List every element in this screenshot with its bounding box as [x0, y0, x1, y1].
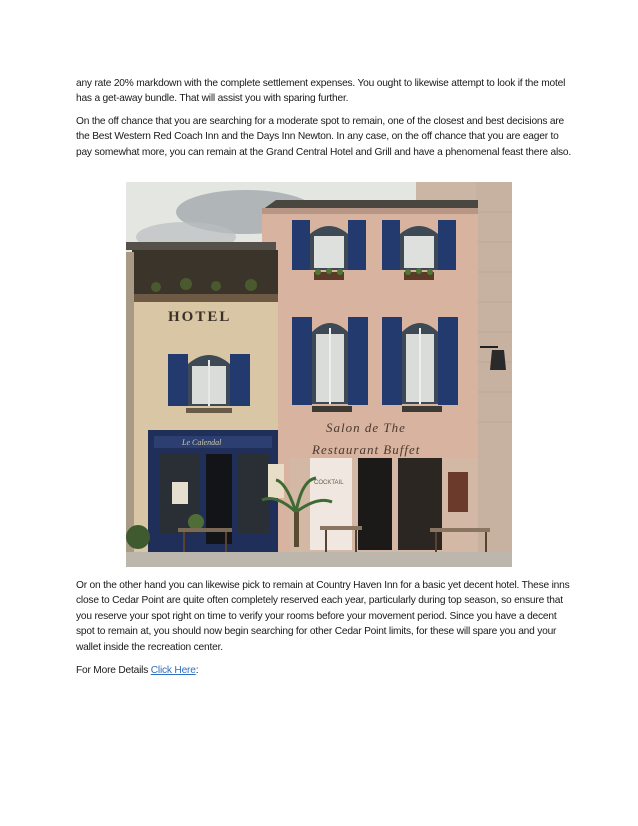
paragraph-intro: any rate 20% markdown with the complete settlement expenses. You ought to likewise attempt to look if the motel has a get-away bundle. That will assist you with sparing further. [76, 78, 566, 105]
paragraph-hotel-choices: On the off chance that you are searching for a moderate spot to remain, one of the closest and best decisions are the Best Western Red Coach Inn and the Days Inn Newton. In any case, on the off chance that you are eager to pay somewhat more, you can remain at the Grand Central Hotel and Grill and have a phenomenal feast there also. [76, 116, 572, 158]
shop-sign: Le Calendal [182, 438, 222, 447]
more-details-suffix: : [195, 665, 199, 676]
more-details-prefix: For More Details [76, 665, 151, 676]
hotel-photo [126, 182, 512, 567]
click-here-link[interactable]: Click Here [150, 665, 196, 676]
hotel-sign: HOTEL [168, 309, 232, 325]
paragraph-country-haven: Or on the other hand you can likewise pick to remain at Country Haven Inn for a basic yet decent hotel. These inns close to Cedar Point are quite often completely reserved each year, particularly during top season, so ensure that you reserve your spot right on time to verify your rooms before your movement period. Since you have a decent spot to remain at, you should now begin searching for other Cedar Point limits, for these will spare you and your wallet inside the recreation center. [76, 580, 570, 653]
poster-text: COCKTAIL [314, 480, 344, 486]
more-details-line [76, 663, 576, 678]
restaurant-sign: Restaurant Buffet [312, 442, 421, 457]
salon-sign: Salon de The [326, 420, 406, 435]
